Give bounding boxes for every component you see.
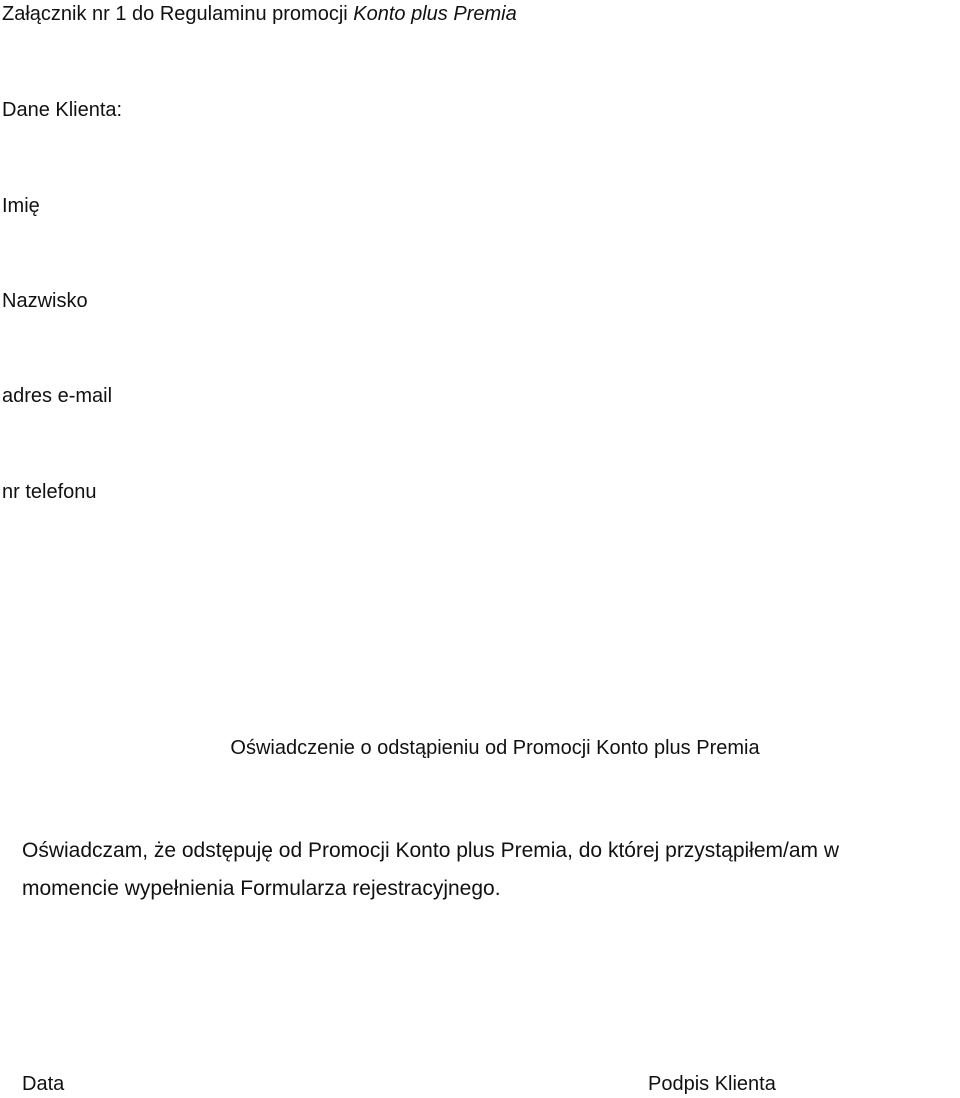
client-signature-label: Podpis Klienta xyxy=(648,1073,776,1095)
header-promo-name: Konto plus Premia xyxy=(353,3,517,25)
header-prefix: Załącznik nr 1 do Regulaminu promocji xyxy=(2,3,354,25)
statement-body xyxy=(22,832,958,908)
document-header xyxy=(2,2,517,26)
statement-line-2: momencie wypełnienia Formularza rejestracyjnego. xyxy=(22,877,501,900)
last-name-label: Nazwisko xyxy=(2,290,88,312)
statement-line-1: Oświadczam, że odstępuję od Promocji Konto plus Premia, do której przystąpiłem/am w xyxy=(22,839,840,862)
date-label: Data xyxy=(22,1073,65,1095)
phone-label: nr telefonu xyxy=(2,481,97,503)
client-section-label: Dane Klienta: xyxy=(2,99,123,121)
first-name-label: Imię xyxy=(2,195,40,217)
statement-title: Oświadczenie o odstąpieniu od Promocji Konto plus Premia xyxy=(230,737,760,759)
email-label: adres e-mail xyxy=(2,385,113,407)
